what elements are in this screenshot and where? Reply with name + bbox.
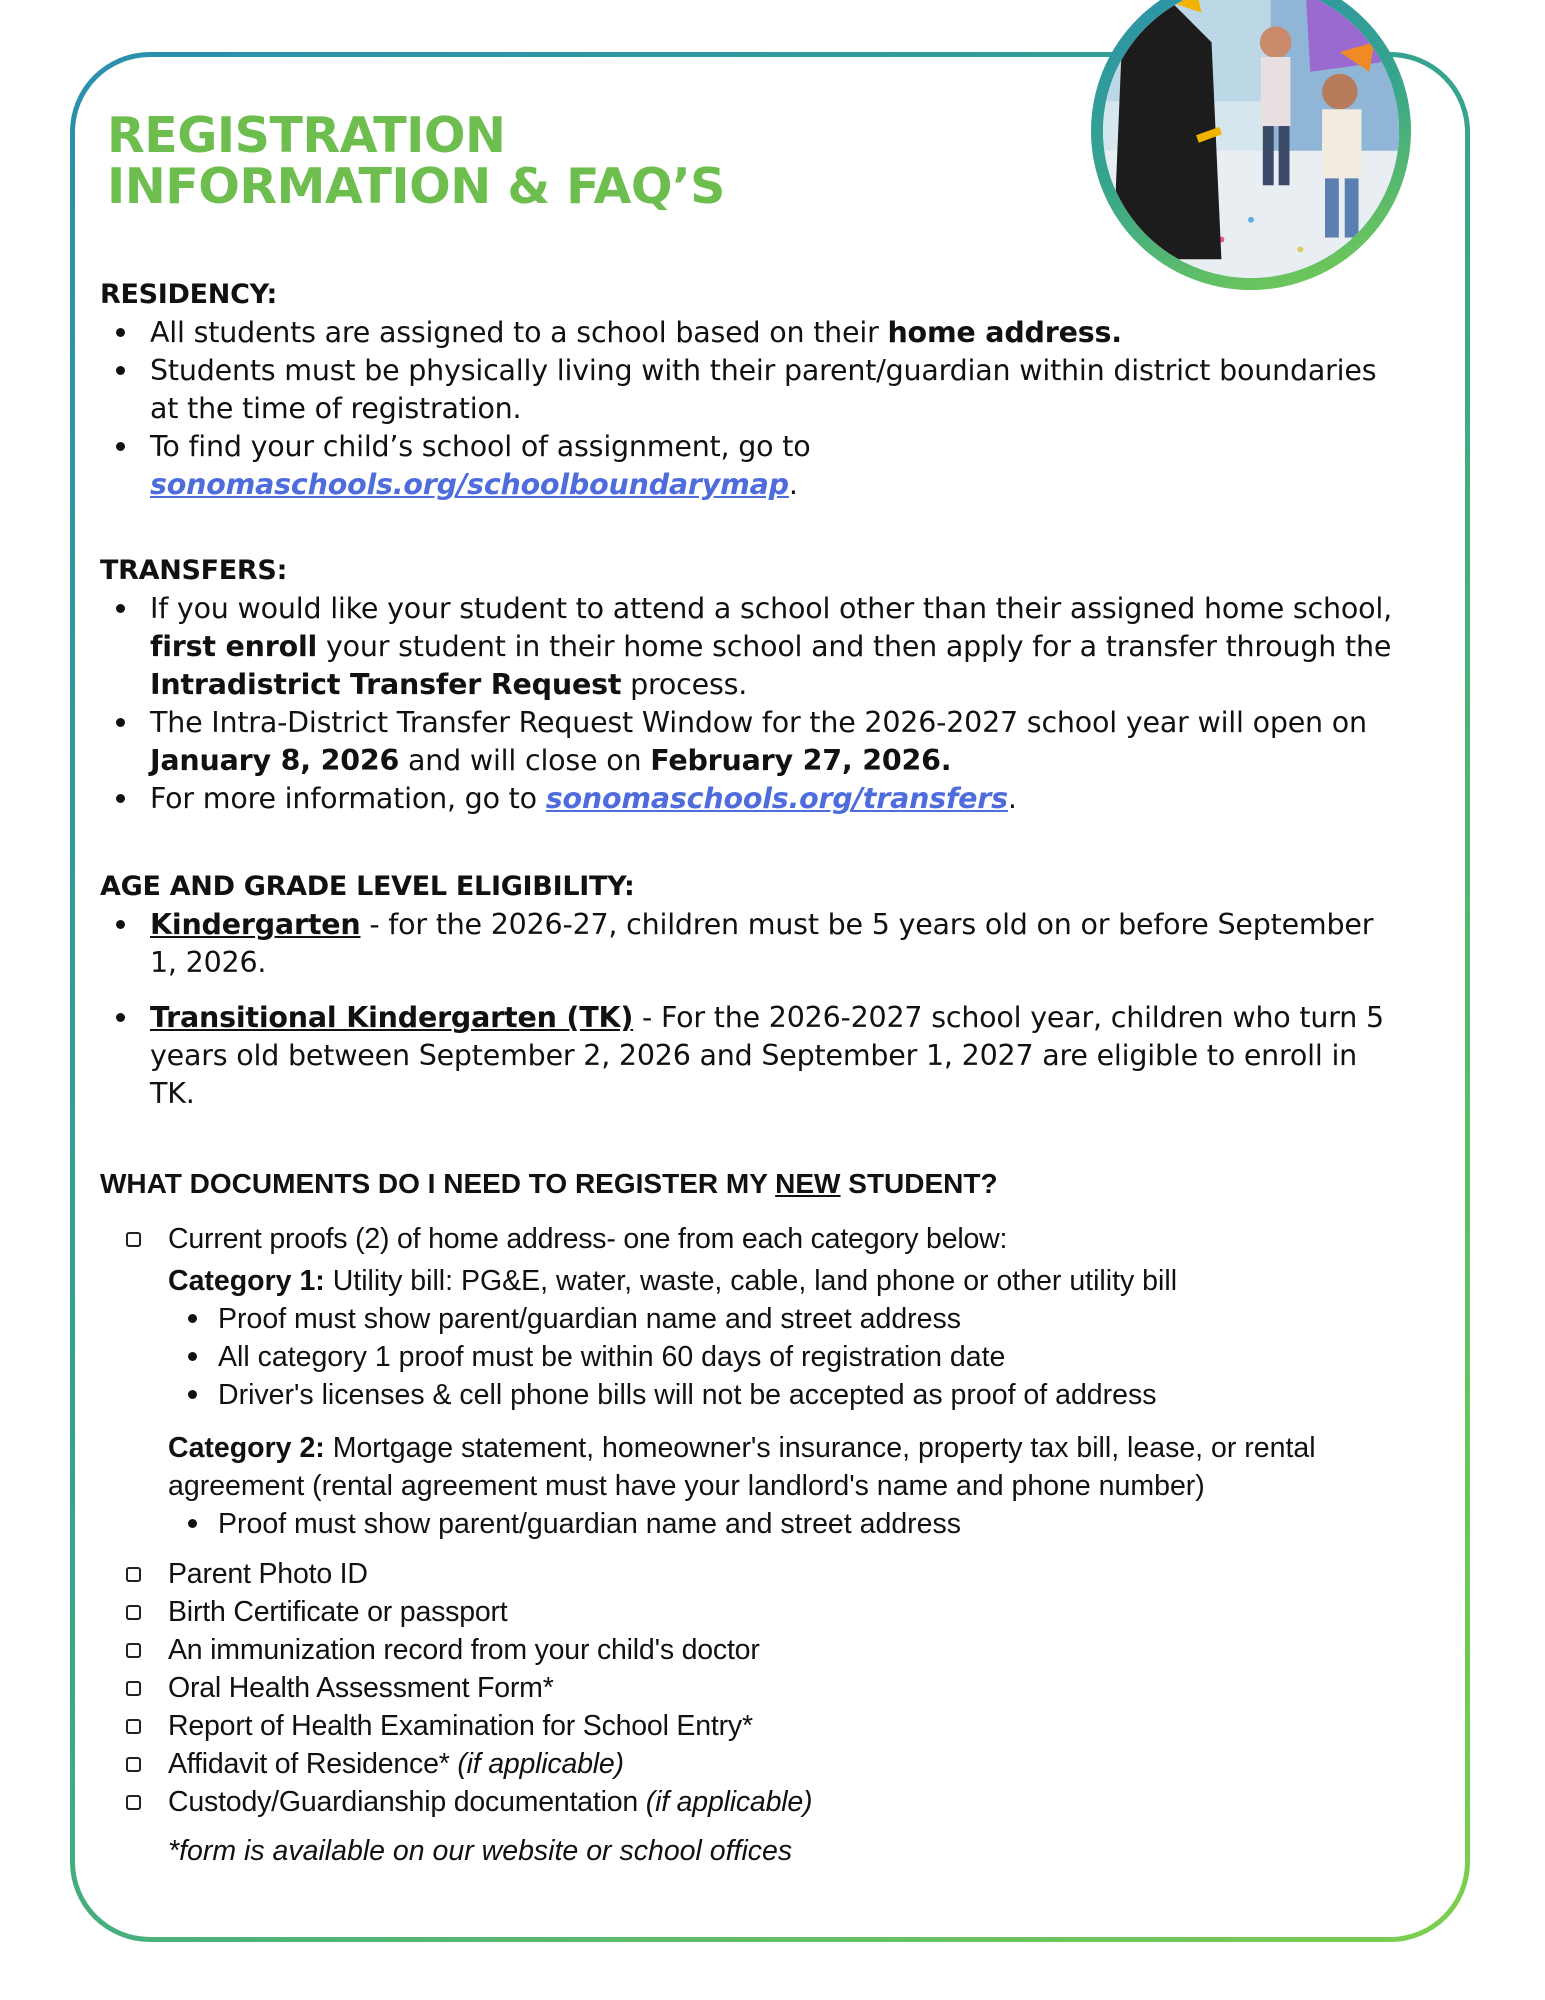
note: (if applicable): [457, 1748, 624, 1780]
emphasis: January 8, 2026: [150, 744, 400, 777]
title-line-2: INFORMATION & FAQ’S: [107, 158, 725, 215]
checklist-items: [100, 1555, 1400, 1821]
text: your student in their home school and then apply for a transfer through the: [317, 630, 1392, 663]
text: Report of Health Examination for School Entry*: [168, 1710, 753, 1742]
list-item: [100, 590, 1400, 704]
text: STUDENT?: [840, 1168, 998, 1199]
text: Current proofs (2) of home address- one from each category below:: [168, 1223, 1008, 1255]
checkbox[interactable]: [126, 1605, 141, 1620]
checkbox[interactable]: [126, 1719, 141, 1734]
text: All students are assigned to a school based on their: [150, 316, 888, 349]
kindergarten-label: Kindergarten: [150, 908, 361, 941]
emphasis: February 27, 2026.: [650, 744, 952, 777]
text: For more information, go to: [150, 782, 546, 815]
list-item: [100, 780, 1400, 818]
checkbox[interactable]: [126, 1757, 141, 1772]
emphasis: Intradistrict Transfer Request: [150, 668, 622, 701]
category-2-list: [168, 1505, 1400, 1543]
category-1: [100, 1262, 1400, 1414]
checklist-item: [100, 1707, 1400, 1745]
text: WHAT DOCUMENTS DO I NEED TO REGISTER MY: [100, 1168, 776, 1199]
text: process.: [621, 668, 748, 701]
emphasis: first enroll: [150, 630, 318, 663]
tk-label: Transitional Kindergarten (TK): [150, 1001, 634, 1034]
page-title: [107, 107, 725, 215]
list-item: All category 1 proof must be within 60 days of registration date: [168, 1338, 1400, 1376]
text: An immunization record from your child's doctor: [168, 1634, 760, 1666]
list-item: Proof must show parent/guardian name and street address: [168, 1505, 1400, 1543]
boundary-map-link[interactable]: sonomaschools.org/schoolboundarymap: [150, 468, 789, 501]
checklist-item: [100, 1631, 1400, 1669]
category-label: Category 2:: [168, 1432, 325, 1464]
checklist-item: [100, 1745, 1400, 1783]
footnote: *form is available on our website or school offices: [168, 1835, 793, 1867]
category-1-list: [168, 1300, 1400, 1414]
checklist-item: [100, 1555, 1400, 1593]
checklist-item: [100, 1593, 1400, 1631]
text: If you would like your student to attend a school other than their assigned home school,: [150, 592, 1392, 625]
text: To find your child’s school of assignment, go to: [150, 430, 811, 463]
emphasis: NEW: [775, 1168, 841, 1199]
note: (if applicable): [645, 1786, 813, 1818]
emphasis: home address.: [887, 316, 1122, 349]
checkbox[interactable]: [126, 1681, 141, 1696]
text: Utility bill: PG&E, water, waste, cable, land phone or other utility bill: [324, 1265, 1178, 1297]
list-item: [100, 999, 1400, 1113]
transfers-heading: TRANSFERS:: [100, 555, 288, 586]
text: - for the 2026-27, children must be 5 years old on or before September 1, 2026.: [150, 908, 1374, 979]
checklist-item: [100, 1783, 1400, 1821]
category-2: [100, 1429, 1400, 1543]
list-item: [100, 352, 1400, 428]
checkbox[interactable]: [126, 1232, 141, 1247]
text: Parent Photo ID: [168, 1558, 368, 1590]
text: - For the 2026-2027 school year, children who turn 5 years old between September 2, 2026 and September 1, 2027 are eligible to enroll in TK.: [150, 1001, 1384, 1110]
text: and will close on: [399, 744, 651, 777]
checkbox[interactable]: [126, 1567, 141, 1582]
checkbox[interactable]: [126, 1643, 141, 1658]
list-item: Proof must show parent/guardian name and street address: [168, 1300, 1400, 1338]
residency-heading: RESIDENCY:: [100, 279, 277, 310]
residency-list: [100, 314, 1400, 504]
text: Students must be physically living with their parent/guardian within district boundaries at the time of registration.: [150, 354, 1377, 425]
text: .: [1007, 782, 1017, 815]
text: Mortgage statement, homeowner's insurance, property tax bill, lease, or rental agreement (rental agreement must have your landlord's name and phone number): [168, 1432, 1316, 1502]
list-item: [100, 906, 1400, 982]
text: Birth Certificate or passport: [168, 1596, 508, 1628]
documents-heading: [100, 1168, 998, 1200]
checklist-item: [100, 1220, 1400, 1258]
eligibility-heading: AGE AND GRADE LEVEL ELIGIBILITY:: [100, 871, 635, 902]
transfers-link[interactable]: sonomaschools.org/transfers: [545, 782, 1008, 815]
text: Affidavit of Residence*: [168, 1748, 458, 1780]
list-item: [100, 704, 1400, 780]
checkbox[interactable]: [126, 1795, 141, 1810]
category-label: Category 1:: [168, 1265, 325, 1297]
title-line-1: REGISTRATION: [107, 107, 506, 164]
transfers-list: [100, 590, 1400, 818]
eligibility-list: [100, 906, 1400, 1113]
text: Oral Health Assessment Form*: [168, 1672, 554, 1704]
list-item: Driver's licenses & cell phone bills will not be accepted as proof of address: [168, 1376, 1400, 1414]
documents-checklist: [100, 1220, 1400, 1868]
checklist-item: [100, 1669, 1400, 1707]
list-item: [100, 428, 1400, 504]
text: Custody/Guardianship documentation: [168, 1786, 646, 1818]
text: The Intra-District Transfer Request Window for the 2026-2027 school year will open on: [150, 706, 1367, 739]
list-item: [100, 314, 1400, 352]
text: .: [788, 468, 798, 501]
